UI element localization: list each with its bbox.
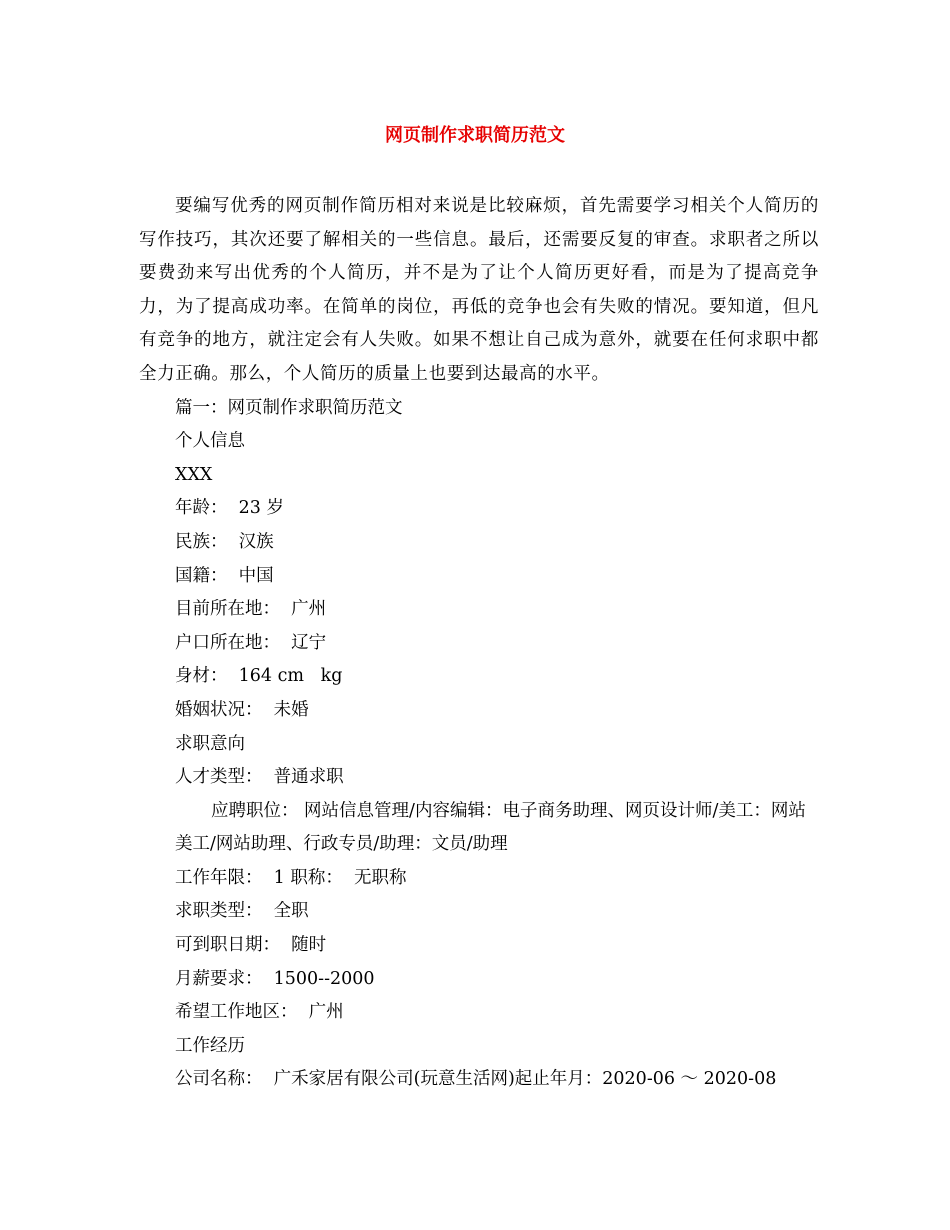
current-location-field: 目前所在地： 广州 [175, 599, 327, 620]
document-title: 网页制作求职简历范文 [385, 125, 565, 146]
section-heading-resume-1: 篇一：网页制作求职简历范文 [175, 397, 403, 418]
available-date-field: 可到职日期： 随时 [175, 935, 327, 956]
ethnicity-field: 民族： 汉族 [175, 531, 274, 552]
work-years-field: 工作年限： 1 职称： 无职称 [175, 867, 407, 888]
section-heading-work-experience: 工作经历 [175, 1035, 245, 1056]
company-field: 公司名称： 广禾家居有限公司(玩意生活网)起止年月：2020-06 ～ 2020-08 [175, 1069, 777, 1090]
intro-paragraph: 要编写优秀的网页制作简历相对来说是比较麻烦，首先需要学习相关个人简历的写作技巧，其次还要了解相关的一些信息。最后，还需要反复的审查。求职者之所以要费劲来写出优秀的个人简历，并不是为了让个人简历更好看，而是为了提高竞争力，为了提高成功率。在简单的岗位，再低的竞争也会有失败的情况。要知道，但凡有竞争的地方，就注定会有人失败。如果不想让自己成为意外，就要在任何求职中都全力正确。那么，个人简历的质量上也要到达最高的水平。 [139, 196, 819, 384]
talent-type-field: 人才类型： 普通求职 [175, 767, 344, 788]
section-heading-job-intention: 求职意向 [175, 733, 245, 754]
applied-position-field: 应聘职位： 网站信息管理/内容编辑：电子商务助理、网页设计师/美工：网站美工/网站助理、行政专员/助理：文员/助理 [175, 800, 806, 855]
document-body [139, 190, 819, 1097]
marital-status-field: 婚姻状况： 未婚 [175, 699, 309, 720]
physique-field: 身材： 164 cm kg [175, 666, 343, 687]
section-heading-personal-info: 个人信息 [175, 431, 245, 452]
salary-field: 月薪要求： 1500--2000 [175, 968, 375, 989]
desired-region-field: 希望工作地区： 广州 [175, 1002, 344, 1023]
age-field: 年龄： 23 岁 [175, 498, 284, 519]
job-type-field: 求职类型： 全职 [175, 901, 309, 922]
name-field: XXX [175, 464, 213, 485]
nationality-field: 国籍： 中国 [175, 565, 274, 586]
household-location-field: 户口所在地： 辽宁 [175, 632, 327, 653]
